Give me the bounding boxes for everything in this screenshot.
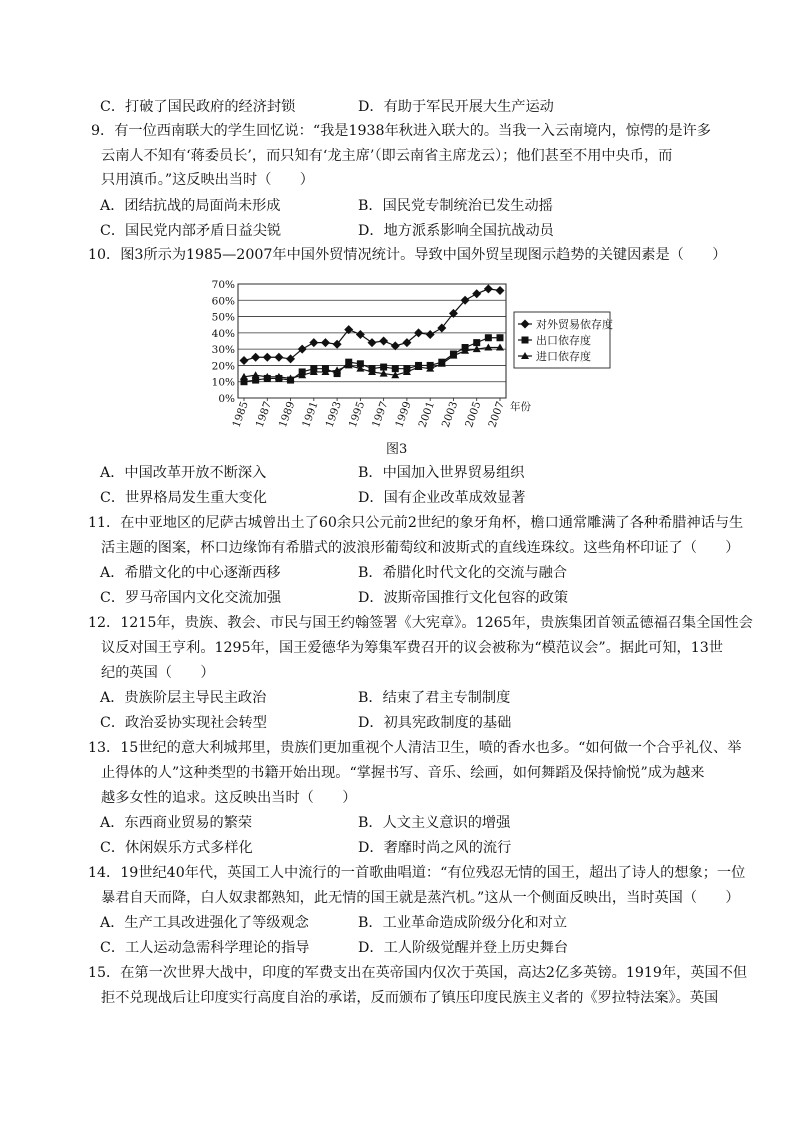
data-point	[333, 366, 341, 373]
x-tick-label: 1987	[253, 399, 275, 430]
data-point	[251, 353, 260, 362]
q9-option-c[interactable]: C．国民党内部矛盾日益尖锐	[100, 223, 282, 239]
q11-stem-line-1: 11．在中亚地区的尼萨古城曾出土了60余只公元前2世纪的象牙角杯，檐口通常雕满了各种希腊神话与生	[88, 515, 744, 531]
q15-stem-line-2: 拒不兑现战后让印度实行高度自治的承诺，反而颁布了镇压印度民族主义者的《罗拉特法案》。英国	[101, 990, 719, 1006]
x-tick-label: 2005	[463, 399, 484, 430]
y-tick-label: 0%	[218, 393, 235, 405]
y-tick-label: 70%	[211, 279, 235, 291]
data-point	[472, 289, 481, 298]
q15-stem-line-1: 15．在第一次世界大战中，印度的军费支出在英帝国内仅次于英国，高达2亿多英镑。1919年，英国不但	[88, 965, 748, 981]
y-tick-label: 30%	[211, 344, 235, 357]
data-point	[379, 337, 388, 346]
q12-stem-line-3: 纪的英国（ ）	[101, 665, 215, 681]
q10-option-a[interactable]: A．中国改革开放不断深入	[100, 465, 267, 481]
data-point	[252, 371, 260, 378]
x-tick-label: 2001	[416, 399, 438, 430]
q12-option-b[interactable]: B．结束了君主专制制度	[358, 690, 511, 706]
q9-option-a[interactable]: A．团结抗战的局面尚未形成	[100, 198, 281, 214]
q12-stem-line-1: 12．1215年，贵族、教会、市民与国王约翰签署《大宪章》。1265年，贵族集团首领孟德福召集全国性会	[88, 615, 753, 631]
x-tick-label: 1985	[230, 399, 251, 430]
q10-option-b[interactable]: B．中国加入世界贸易组织	[358, 465, 525, 481]
x-tick-label: 1999	[393, 399, 414, 430]
x-tick-label: 1989	[276, 399, 298, 430]
data-point	[309, 338, 318, 347]
data-point	[380, 364, 387, 371]
q11-option-d[interactable]: D．波斯帝国推行文化包容的政策	[358, 590, 569, 606]
q12-option-c[interactable]: C．政治妥协实现社会转型	[100, 715, 267, 731]
data-point	[274, 353, 283, 362]
y-tick-label: 60%	[211, 295, 235, 308]
q12-stem-line-2: 议反对国王亨利。1295年，国王爱德华为筹集军费召开的议会被称为“模范议会”。据此可知，13世	[101, 640, 723, 656]
q13-option-c[interactable]: C．休闲娱乐方式多样化	[100, 840, 253, 856]
q12-option-d[interactable]: D．初具宪政制度的基础	[358, 715, 512, 731]
q14-option-d[interactable]: D．工人阶级觉醒并登上历史舞台	[358, 940, 569, 956]
legend-entry: 进口依存度	[536, 350, 591, 363]
data-point	[473, 339, 480, 346]
q10-stem-line-1: 10．图3所示为1985—2007年中国外贸情况统计。导致中国外贸呈现图示趋势的关键因素是（ ）	[88, 247, 727, 263]
q14-stem-line-2: 暴君自天而降，白人奴隶都熟知，此无情的国王就是蒸汽机。”这从一个侧面反映出，当时英国（ ）	[101, 890, 740, 906]
chart-y-ticks	[212, 279, 235, 405]
q13-option-a[interactable]: A．东西商业贸易的繁荣	[100, 815, 253, 831]
data-point	[485, 334, 492, 341]
q13-option-b[interactable]: B．人文主义意识的增强	[358, 815, 511, 831]
q10-option-c[interactable]: C．世界格局发生重大变化	[100, 490, 267, 506]
data-point	[522, 337, 529, 344]
data-point	[240, 356, 249, 365]
legend-entry: 出口依存度	[536, 334, 591, 347]
data-point	[321, 338, 330, 347]
data-point	[497, 334, 504, 341]
q11-stem-line-2: 活主题的图案，杯口边缘饰有希腊式的波浪形葡萄纹和波斯式的直线连珠纹。这些角杯印证了（ ）	[101, 540, 740, 556]
q9-option-b[interactable]: B．国民党专制统治已发生动摇	[358, 198, 553, 214]
q9-stem-line-3: 只用滇币。”这反映出当时（ ）	[101, 172, 314, 188]
x-tick-label: 1991	[300, 399, 321, 430]
q11-option-a[interactable]: A．希腊文化的中心逐渐西移	[100, 565, 281, 581]
data-point	[496, 286, 505, 295]
data-point	[392, 365, 399, 372]
data-point	[426, 330, 435, 339]
y-tick-label: 10%	[211, 376, 235, 389]
q13-option-d[interactable]: D．奢靡时尚之风的流行	[358, 840, 512, 856]
q11-option-b[interactable]: B．希腊化时代文化的交流与融合	[358, 565, 568, 581]
data-point	[368, 338, 377, 347]
q9-stem-line-2: 云南人不知有‘蒋委员长’，而只知有‘龙主席’（即云南省主席龙云）；他们甚至不用中央币，而	[101, 148, 673, 164]
q13-stem-line-3: 越多女性的追求。这反映出当时（ ）	[101, 790, 357, 806]
q14-option-b[interactable]: B．工业革命造成阶级分化和对立	[358, 915, 568, 931]
legend-entry: 对外贸易依存度	[536, 318, 613, 331]
q14-stem-line-1: 14．19世纪40年代，英国工人中流行的一首歌曲唱道：“有位残忍无情的国王，超出了诗人的想象；一位	[88, 865, 746, 881]
data-point	[356, 330, 365, 339]
q12-option-a[interactable]: A．贵族阶层主导民主政治	[100, 690, 267, 706]
data-point	[263, 353, 272, 362]
y-tick-label: 50%	[211, 311, 235, 324]
figure-caption: 图3	[386, 442, 408, 457]
data-point	[484, 284, 493, 293]
x-axis-label: 年份	[510, 401, 531, 413]
q11-option-c[interactable]: C．罗马帝国内文化交流加强	[100, 590, 282, 606]
q8-option-d[interactable]: D．有助于军民开展大生产运动	[358, 99, 554, 115]
y-tick-label: 40%	[211, 327, 235, 340]
chart-x-ticks	[230, 398, 531, 429]
x-tick-label: 1997	[370, 399, 391, 430]
trade-dependence-chart	[196, 276, 676, 436]
x-tick-label: 2007	[486, 399, 507, 430]
q13-stem-line-2: 止得体的人”这种类型的书籍开始出现。“掌握书写、音乐、绘画，如何舞蹈及保持愉悦”成为越来	[101, 765, 705, 781]
q8-option-c[interactable]: C．打破了国民政府的经济封锁	[100, 99, 296, 115]
q10-option-d[interactable]: D．国有企业改革成效显著	[358, 490, 526, 506]
x-tick-label: 1995	[346, 399, 368, 430]
q14-option-c[interactable]: C．工人运动急需科学理论的指导	[100, 940, 310, 956]
q14-option-a[interactable]: A．生产工具改进强化了等级观念	[100, 915, 309, 931]
q13-stem-line-1: 13．15世纪的意大利城邦里，贵族们更加重视个人清洁卫生，喷的香水也多。“如何做一个合乎礼仪、举	[88, 740, 742, 756]
q9-option-d[interactable]: D．地方派系影响全国抗战动员	[358, 223, 554, 239]
x-tick-label: 2003	[439, 399, 461, 430]
x-tick-label: 1993	[323, 399, 344, 430]
chart-series	[240, 284, 505, 385]
y-tick-label: 20%	[211, 360, 235, 373]
chart-legend	[514, 312, 613, 368]
q9-stem-line-1: 9．有一位西南联大的学生回忆说：“我是1938年秋进入联大的。当我一入云南境内，惊愕的是许多	[91, 123, 711, 139]
